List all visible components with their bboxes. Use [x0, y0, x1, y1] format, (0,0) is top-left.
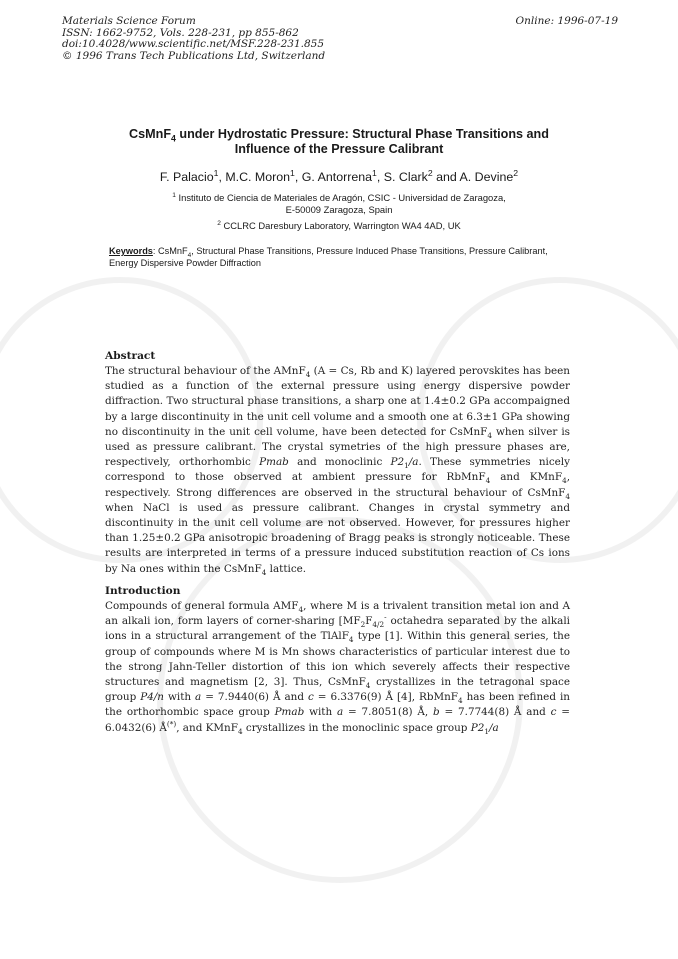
paper-title: CsMnF$_4$ under Hydrostatic Pressure: Structural Phase Transitions and Influence of the Pressure Calibrant — [129, 127, 549, 156]
introduction-heading: Introduction — [105, 585, 181, 597]
issn-line: ISSN: 1662-9752, Vols. 228-231, pp 855-862 — [62, 26, 299, 39]
doi-link[interactable]: doi:10.4028/www.scientific.net/MSF.228-231.855 — [62, 38, 325, 50]
abstract-heading: Abstract — [105, 350, 156, 362]
author: S. Clark — [383, 170, 428, 184]
author: M.C. Moron — [225, 170, 291, 184]
copyright-line: © 1996 Trans Tech Publications Ltd, Switzerland — [62, 49, 326, 62]
author-list: F. Palacio$^1$, M.C. Moron$^1$, G. Antorrena$^1$, S. Clark$^2$ and A. Devine$^2$ — [159, 167, 519, 184]
affiliation-1: $^1$ Instituto de Ciencia de Materiales de Aragón, CSIC - Universidad de Zaragoza, E-50009 Zaragoza, Spain — [172, 191, 506, 215]
keywords: Keywords: CsMnF$_4$, Structural Phase Transitions, Pressure Induced Phase Transitions, Pressure Calibrant, Energy Dispersive Powder Diffraction — [109, 246, 548, 268]
online-date: Online: 1996-07-19 — [515, 15, 618, 27]
introduction-text: Compounds of general formula $AMF_4$, where M is a trivalent transition metal ion and A an alkali ion, form layers of corner-sharing [$MF_2F_{4/2}^-$ octahedra separated by the alkali ions in a structural arrangement of the TlAlF$_4$ type [1]. Within this general series, the group of compounds where M is Mn shows characteristics of particular interest due to the strong Jahn-Teller distortion of this ion which severely affects their respective structures and magnetism [2, 3]. Thus, CsMnF$_4$ crystallizes in the tetragonal space group P4/n with a = 7.9440(6) Å and c = 6.3376(9) Å [4], RbMnF$_4$ has been refined in the orthorhombic space group Pmab with a = 7.8051(8) Å, b = 7.7744(8) Å and c = 6.0432(6) Å(*), and KMnF$_4$ crystallizes in the monoclinic space group $P2_1/a$ — [105, 600, 570, 736]
journal-name: Materials Science Forum — [62, 15, 196, 27]
author: F. Palacio — [159, 170, 214, 184]
author: G. Antorrena — [301, 170, 373, 184]
affiliation-2: $^2$ CCLRC Daresbury Laboratory, Warrington WA4 4AD, UK — [217, 219, 461, 231]
author: A. Devine — [459, 170, 514, 184]
keywords-label: Keywords — [109, 246, 153, 256]
abstract-text: The structural behaviour of the AMnF$_4$ (A = Cs, Rb and K) layered perovskites has been studied as a function of the external pressure using energy dispersive powder diffraction. Two structural phase transitions, a sharp one at 1.4±0.2 GPa accompaigned by a large discontinuity in the unit cell volume and a smooth one at 6.3±1 GPa showing no discontinuity in the unit cell volume, have been detected for CsMnF$_4$ when silver is used as pressure calibrant. The crystal symetries of the high pressure phases are, respectively, orthorhombic Pmab and monoclinic $P2_1/a$. These symmetries nicely correspond to those observed at ambient pressure for RbMnF$_4$ and KMnF$_4$, respectively. Strong differences are observed in the structural behaviour of CsMnF$_4$ when NaCl is used as pressure calibrant. Changes in crystal symmetry and discontinuity in the unit cell volume are not observed. However, for pressures higher than 1.25±0.2 GPa anisotropic broadening of Bragg peaks is strongly noticeable. These results are interpreted in terms of a pressure induced substitution reaction of Cs ions by Na ones within the CsMnF$_4$ lattice. — [105, 365, 570, 577]
journal-header — [62, 16, 325, 62]
